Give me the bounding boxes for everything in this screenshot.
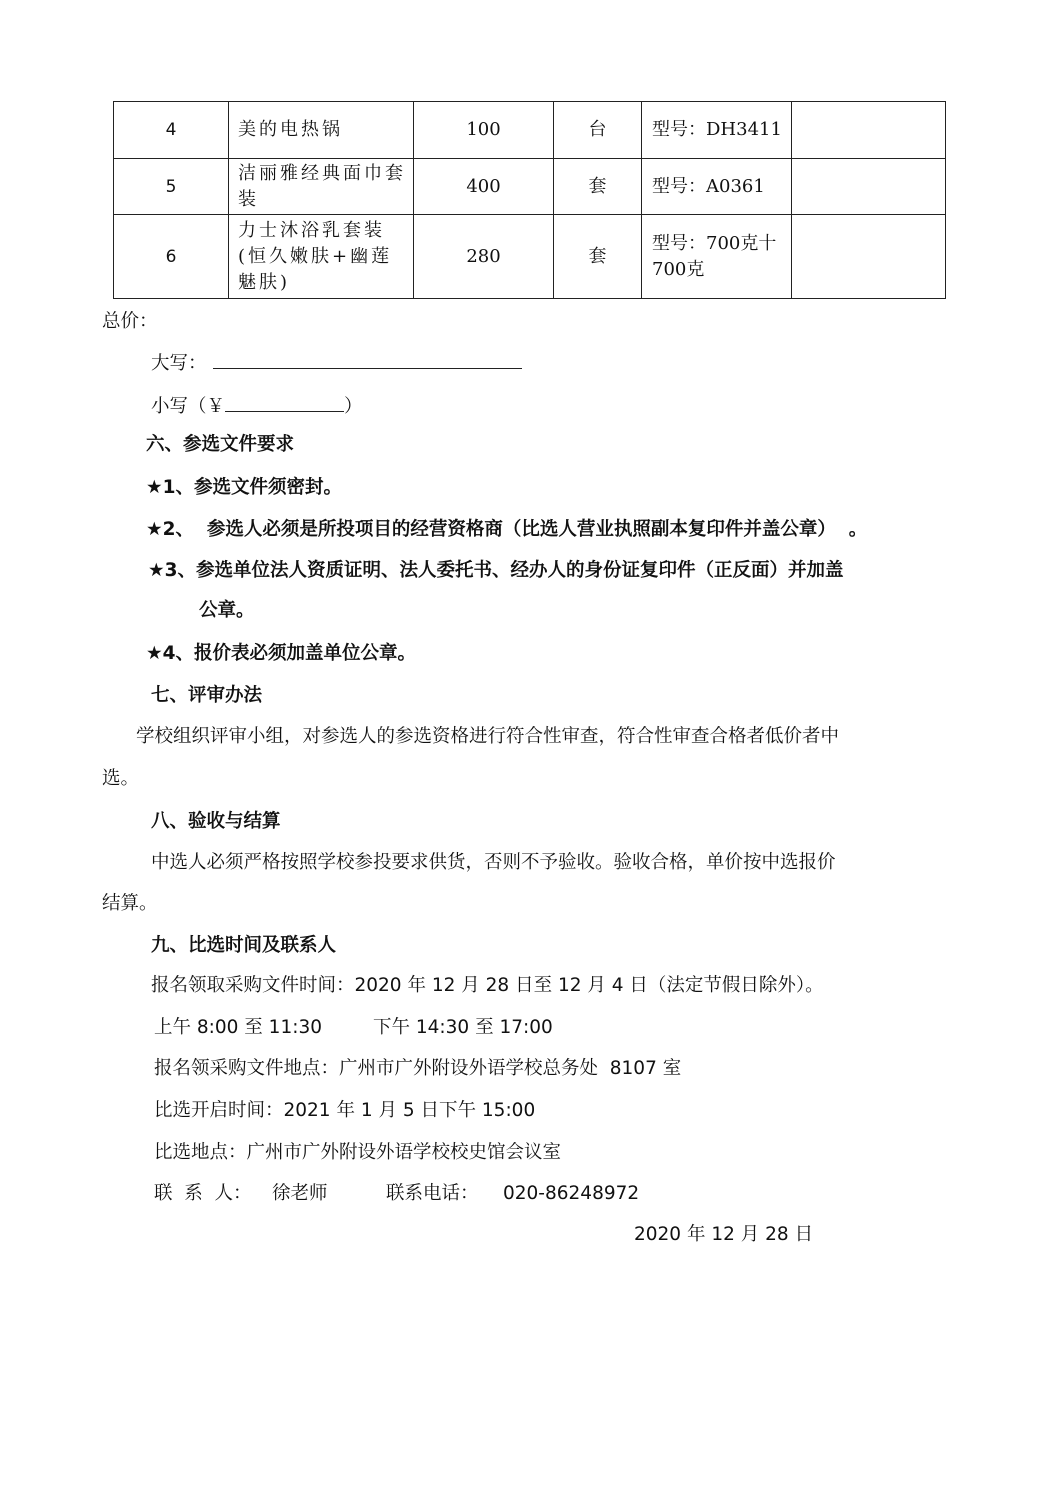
item-index: 6 (114, 215, 229, 299)
table-row (114, 102, 946, 159)
total-lower-label: 小写（￥ (151, 396, 226, 417)
venue: 比选地点：广州市广外附设外语学校校史馆会议室 (154, 1142, 562, 1163)
item-unit: 台 (554, 102, 642, 159)
total-upper-blank (213, 350, 522, 369)
section8-line-2: 结算。 (102, 893, 158, 914)
item-name: 洁丽雅经典面巾套装 (229, 159, 414, 215)
section7-title: 七、评审办法 (151, 685, 263, 706)
item-unit: 套 (554, 159, 642, 215)
item-qty: 400 (414, 159, 554, 215)
section6-title: 六、参选文件要求 (146, 434, 295, 455)
section8-title: 八、验收与结算 (151, 811, 281, 832)
item-note (792, 102, 946, 159)
phone-label: 联系电话： (386, 1183, 479, 1204)
item-spec: 型号：700克十700克 (642, 215, 792, 299)
document-date: 2020 年 12 月 28 日 (634, 1224, 814, 1245)
item-index: 4 (114, 102, 229, 159)
table-row (114, 159, 946, 215)
section6-item-3: ★3、参选单位法人资质证明、法人委托书、经办人的身份证复印件（正反面）并加盖 (148, 560, 844, 581)
section7-line-1: 学校组织评审小组，对参选人的参选资格进行符合性审查，符合性审查合格者低价者中 (136, 726, 840, 747)
contact-label: 联 系 人： (154, 1183, 252, 1204)
item-spec: 型号：DH3411 (642, 102, 792, 159)
item-name: 美的电热锅 (229, 102, 414, 159)
signup-place: 报名领采购文件地点：广州市广外附设外语学校总务处 8107 室 (154, 1058, 682, 1079)
total-upper-row (151, 350, 522, 376)
total-upper-label: 大写： (151, 353, 207, 374)
item-note (792, 215, 946, 299)
phone-number: 020-86248972 (503, 1183, 640, 1204)
item-name: 力士沐浴乳套装(恒久嫩肤+幽莲魅肤) (229, 215, 414, 299)
signup-time: 报名领取采购文件时间：2020 年 12 月 28 日至 12 月 4 日（法定节假日除外）。 (151, 975, 824, 996)
total-lower-blank (225, 393, 344, 412)
section8-line-1: 中选人必须严格按照学校参投要求供货，否则不予验收。验收合格，单价按中选报价 (151, 852, 836, 873)
section9-title: 九、比选时间及联系人 (151, 935, 337, 956)
total-lower-row (151, 393, 363, 419)
section7-line-2: 选。 (102, 768, 140, 789)
item-qty: 280 (414, 215, 554, 299)
item-index: 5 (114, 159, 229, 215)
morning-hours: 上午 8:00 至 11:30 (154, 1017, 322, 1038)
section6-item-1: ★1、参选文件须密封。 (146, 477, 342, 498)
table-row (114, 215, 946, 299)
section6-item-4: ★4、报价表必须加盖单位公章。 (146, 643, 416, 664)
item-note (792, 159, 946, 215)
item-spec: 型号：A0361 (642, 159, 792, 215)
item-unit: 套 (554, 215, 642, 299)
section6-item-2: ★2、 参选人必须是所投项目的经营资格商（比选人营业执照副本复印件并盖公章） 。 (146, 519, 868, 540)
open-time: 比选开启时间：2021 年 1 月 5 日下午 15:00 (154, 1100, 536, 1121)
total-lower-close: ） (344, 396, 363, 417)
total-label: 总价： (102, 311, 158, 332)
contact-name: 徐老师 (272, 1183, 328, 1204)
item-qty: 100 (414, 102, 554, 159)
item-table (113, 101, 946, 299)
section6-item-3-cont: 公章。 (199, 600, 255, 621)
afternoon-hours: 下午 14:30 至 17:00 (373, 1017, 553, 1038)
